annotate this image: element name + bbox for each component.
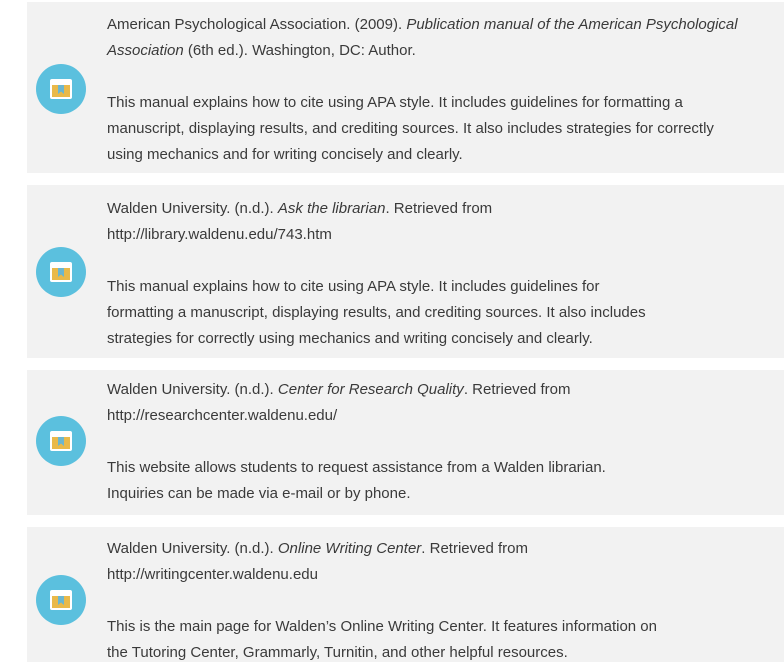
citation-title: Ask the librarian xyxy=(277,200,386,217)
annotated-bibliography-entry xyxy=(27,2,784,173)
citation-text: Walden University. (n.d.). Online Writing Center. Retrieved from http://writingcenter.waldenu.edu xyxy=(107,540,528,583)
book-icon xyxy=(36,575,86,625)
book-icon xyxy=(36,247,86,297)
book-icon xyxy=(36,64,86,114)
annotated-bibliography-entry xyxy=(27,185,784,358)
citation-title: Online Writing Center xyxy=(277,540,422,557)
citation-text: Walden University. (n.d.). Ask the librarian. Retrieved from http://library.waldenu.edu/743.htm xyxy=(107,200,493,243)
annotation-text: This manual explains how to cite using APA style. It includes guidelines for formatting a manuscript, displaying results, and crediting sources. It also includes strategies for correctly using mechanics and writing concisely and clearly. xyxy=(107,278,646,347)
citation-title: Publication manual of the American Psychological Association xyxy=(107,16,738,59)
book-icon xyxy=(36,416,86,466)
citation-title: Center for Research Quality xyxy=(277,381,464,398)
citation-text: Walden University. (n.d.). Center for Research Quality. Retrieved from http://researchcenter.waldenu.edu/ xyxy=(107,381,571,424)
annotation-text: This is the main page for Walden’s Online Writing Center. It features information on the Tutoring Center, Grammarly, Turnitin, and other helpful resources. xyxy=(107,618,657,661)
annotation-text: This website allows students to request assistance from a Walden librarian. Inquiries can be made via e-mail or by phone. xyxy=(107,459,606,502)
citation-text: American Psychological Association. (2009). Publication manual of the American Psychological Association (6th ed.). Washington, DC: Author. xyxy=(107,16,738,59)
annotated-bibliography-entry xyxy=(27,527,784,662)
annotation-text: This manual explains how to cite using APA style. It includes guidelines for formatting a manuscript, displaying results, and crediting sources. It also includes strategies for correctly using mechanics and for writing concisely and clearly. xyxy=(107,94,714,163)
annotated-bibliography-entry xyxy=(27,370,784,515)
